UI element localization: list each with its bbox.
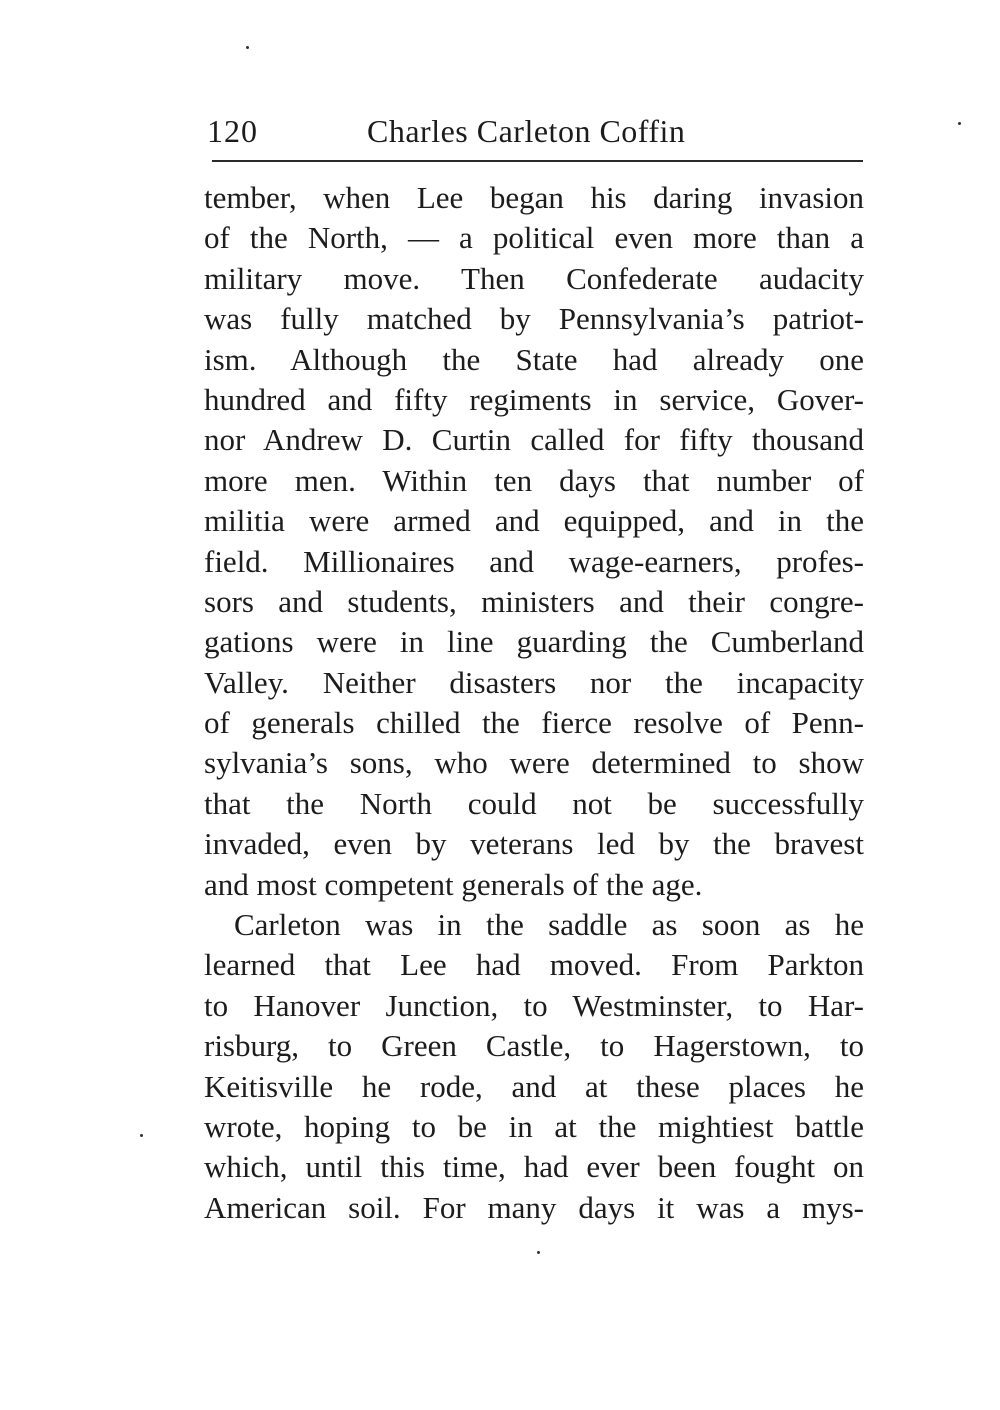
- paragraph-2: [204, 905, 864, 1228]
- text-line: was fully matched by Pennsylvania’s patriot-: [204, 301, 864, 337]
- text-line: of the North, — a political even more than a: [204, 220, 864, 256]
- text-line: hundred and fifty regiments in service, Gover-: [204, 381, 864, 417]
- text-line: which, until this time, had ever been fought on: [204, 1149, 864, 1185]
- print-speck: [537, 1251, 540, 1254]
- text-line: nor Andrew D. Curtin called for fifty thousand: [204, 422, 864, 458]
- text-line: Valley. Neither disasters nor the incapacity: [204, 664, 864, 700]
- text-line: ism. Although the State had already one: [204, 341, 864, 377]
- text-line: military move. Then Confederate audacity: [204, 260, 864, 296]
- text-line: Keitisville he rode, and at these places he: [204, 1068, 864, 1104]
- text-line: more men. Within ten days that number of: [204, 462, 864, 498]
- text-line: risburg, to Green Castle, to Hagerstown, to: [204, 1028, 864, 1064]
- text-line: American soil. For many days it was a mys-: [204, 1189, 864, 1225]
- body-text: [204, 178, 864, 1228]
- text-line: sors and students, ministers and their congre-: [204, 583, 864, 619]
- text-line: tember, when Lee began his daring invasion: [204, 180, 864, 215]
- text-line: learned that Lee had moved. From Parkton: [204, 947, 864, 983]
- running-title: Charles Carleton Coffin: [367, 113, 686, 149]
- text-line: field. Millionaires and wage-earners, profes-: [204, 543, 864, 579]
- text-line: that the North could not be successfully: [204, 785, 864, 821]
- text-line: of generals chilled the fierce resolve of Penn-: [204, 705, 864, 741]
- text-line: wrote, hoping to be in at the mightiest battle: [204, 1108, 864, 1144]
- text-line: and most competent generals of the age.: [204, 866, 703, 902]
- print-speck: [958, 122, 961, 125]
- text-line: gations were in line guarding the Cumberland: [204, 624, 864, 660]
- page-number: 120: [207, 113, 258, 149]
- print-speck: [140, 1134, 143, 1137]
- paragraph-1: [204, 178, 864, 905]
- header-rule: [212, 160, 863, 162]
- text-line: invaded, even by veterans led by the bravest: [204, 826, 864, 862]
- text-line: sylvania’s sons, who were determined to show: [204, 745, 864, 781]
- text-line: Carleton was in the saddle as soon as he: [234, 907, 864, 943]
- text-line: to Hanover Junction, to Westminster, to Har-: [204, 987, 864, 1023]
- print-speck: [246, 46, 249, 49]
- running-head: [207, 108, 863, 154]
- text-line: militia were armed and equipped, and in the: [204, 503, 864, 539]
